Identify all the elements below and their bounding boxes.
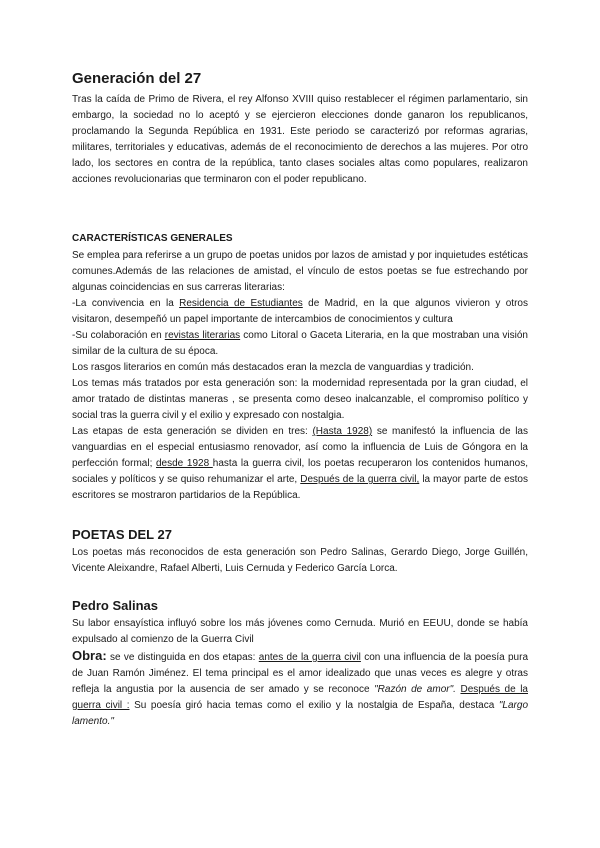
salinas-paragraph-1: Su labor ensayística influyó sobre los más jóvenes como Cernuda. Murió en EEUU, donde se había expulsado al comienzo de la Guerra Civil: [72, 618, 528, 645]
caracteristicas-paragraph-5: Los temas más tratados por esta generación son: la modernidad representada por la gran ciudad, el amor tratado de distintas maneras , se presenta como deseo inalcanzable, el compromiso político y social tras la guerra civil y el exilio y expresado con nostalgia.: [72, 378, 528, 421]
section-title-pedro-salinas: Pedro Salinas: [72, 598, 158, 613]
caracteristicas-paragraph-4: Los rasgos literarios en común más destacados eran la mezcla de vanguardias y tradición.: [72, 362, 474, 373]
salinas-paragraph-2: Obra: se ve distinguida en dos etapas: antes de la guerra civil con una influencia de la poesía pura de Juan Ramón Jiménez. El tema principal es el amor idealizado que unas veces es alegre y otras refleja la angustia por la ausencia de ser amado y se reconoce "Razón de amor". Después de la guerra civil : Su poesía giró hacia temas como el exilio y la nostalgia de España, destaca "Largo lamento.": [72, 648, 529, 727]
intro-paragraph: Tras la caída de Primo de Rivera, el rey Alfonso XVIII quiso restablecer el régimen parlamentario, sin embargo, la sociedad no lo aceptó y se ejercieron elecciones donde ganaron los republicanos, proclamando la Segunda República en 1931. Este periodo se caracterizó por reformas agrarias, militares, territoriales y educativas, además de el reconocimiento de derechos a las mujeres. Por otro lado, los sectores en contra de la república, tanto clases sociales altas como populares, realizaron acciones revolucionarias que terminaron con el poder republicano.: [72, 94, 528, 185]
caracteristicas-paragraph-3: -Su colaboración en revistas literarias como Litoral o Gaceta Literaria, en la que mostraban una visión similar de la cultura de su época.: [72, 330, 528, 357]
caracteristicas-paragraph-2: -La convivencia en la Residencia de Estudiantes de Madrid, en la que algunos vivieron y otros visitaron, desempeñó un papel importante de intercambios de conocimientos y cultura: [72, 298, 528, 325]
obra-label: Obra:: [72, 648, 107, 663]
caracteristicas-paragraph-6: Las etapas de esta generación se dividen en tres: (Hasta 1928) se manifestó la influencia de las vanguardias en el especial entusiasmo renovador, así como la influencia de Luis de Góngora en la perfección formal; desde 1928 hasta la guerra civil, los poetas recuperaron los contenidos humanos, sociales y políticos y se quiso rehumanizar el arte, Después de la guerra civil, la mayor parte de estos escritores se mostraron partidarios de la República.: [72, 426, 528, 501]
document-content: [72, 70, 528, 730]
section-title-generacion: Generación del 27: [72, 70, 202, 87]
caracteristicas-paragraph-1: Se emplea para referirse a un grupo de poetas unidos por lazos de amistad y por inquietudes estéticas comunes.Además de las relaciones de amistad, el vínculo de estos poetas se fue estrechando por algunas coincidencias en sus carreras literarias:: [72, 250, 528, 293]
section-title-poetas: POETAS DEL 27: [72, 527, 172, 542]
poetas-paragraph: Los poetas más reconocidos de esta generación son Pedro Salinas, Gerardo Diego, Jorge Guillén, Vicente Aleixandre, Rafael Alberti, Luis Cernuda y Federico García Lorca.: [72, 547, 528, 574]
revistas-link-text: revistas literarias: [164, 330, 241, 341]
section-title-caracteristicas: CARACTERÍSTICAS GENERALES: [72, 233, 233, 244]
residencia-link-text: Residencia de Estudiantes: [179, 298, 303, 309]
